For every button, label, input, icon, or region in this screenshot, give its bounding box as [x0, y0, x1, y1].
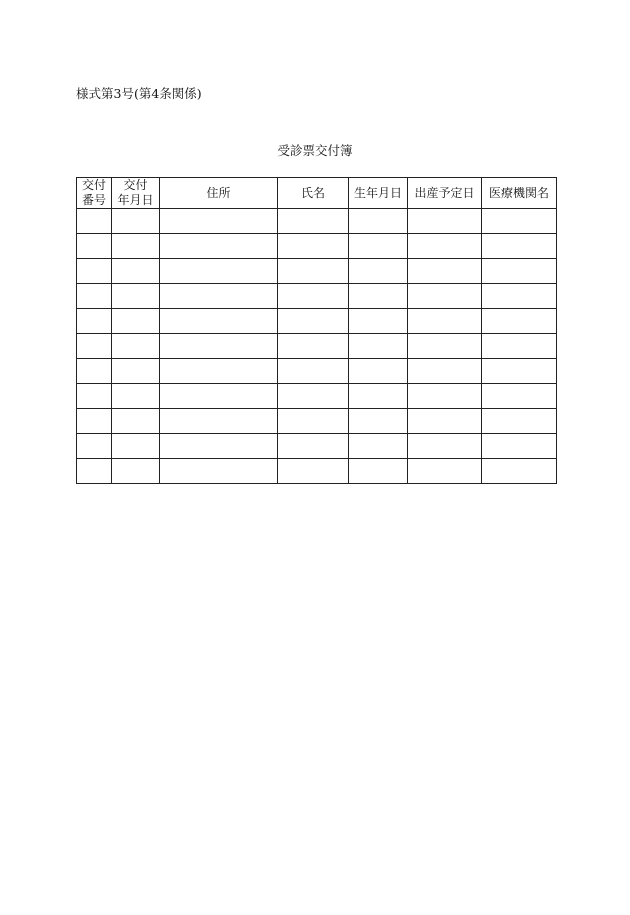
- table-row: [77, 209, 557, 234]
- table-cell-medical-institution: [482, 234, 557, 259]
- header-name-label: 氏名: [300, 185, 325, 200]
- table-cell-issue-date: [112, 309, 160, 334]
- table-cell-due-date: [408, 359, 482, 384]
- table-cell-issue-date: [112, 259, 160, 284]
- table-cell-issue-date: [112, 284, 160, 309]
- table-cell-birth-date: [349, 459, 408, 484]
- table-cell-medical-institution: [482, 334, 557, 359]
- table-cell-issue-number: [77, 434, 112, 459]
- table-cell-name: [278, 334, 349, 359]
- table-cell-medical-institution: [482, 309, 557, 334]
- table-cell-issue-date: [112, 234, 160, 259]
- header-issue-date: [112, 178, 160, 209]
- table-cell-medical-institution: [482, 459, 557, 484]
- table-row: [77, 359, 557, 384]
- table-cell-address: [160, 309, 278, 334]
- table-cell-address: [160, 409, 278, 434]
- table-cell-name: [278, 284, 349, 309]
- header-issue-number-line1: 交付: [81, 178, 106, 192]
- table-cell-medical-institution: [482, 384, 557, 409]
- table-cell-issue-number: [77, 309, 112, 334]
- table-cell-birth-date: [349, 359, 408, 384]
- table-cell-name: [278, 409, 349, 434]
- table-header-row: [77, 178, 557, 209]
- header-address: [160, 178, 278, 209]
- table-cell-name: [278, 259, 349, 284]
- table-cell-name: [278, 434, 349, 459]
- table-cell-name: [278, 234, 349, 259]
- form-number-label: 様式第3号(第4条関係): [76, 86, 202, 101]
- table-cell-name: [278, 209, 349, 234]
- table-cell-birth-date: [349, 309, 408, 334]
- table-row: [77, 259, 557, 284]
- table-cell-issue-number: [77, 459, 112, 484]
- table-cell-issue-date: [112, 434, 160, 459]
- table-cell-birth-date: [349, 409, 408, 434]
- table-cell-issue-number: [77, 234, 112, 259]
- header-due-date: [408, 178, 482, 209]
- table-cell-issue-date: [112, 359, 160, 384]
- table-cell-medical-institution: [482, 284, 557, 309]
- table-cell-issue-date: [112, 209, 160, 234]
- header-name: [278, 178, 349, 209]
- table-cell-due-date: [408, 434, 482, 459]
- issuance-ledger-table: [76, 177, 557, 484]
- header-due-date-label: 出産予定日: [414, 185, 475, 200]
- table-cell-name: [278, 384, 349, 409]
- table-cell-issue-number: [77, 334, 112, 359]
- header-medical-institution: [482, 178, 557, 209]
- table-cell-name: [278, 459, 349, 484]
- table-cell-address: [160, 334, 278, 359]
- table-cell-issue-date: [112, 334, 160, 359]
- table-cell-medical-institution: [482, 259, 557, 284]
- table-cell-address: [160, 384, 278, 409]
- header-birth-date: [349, 178, 408, 209]
- table-cell-medical-institution: [482, 409, 557, 434]
- table-cell-birth-date: [349, 234, 408, 259]
- table-cell-issue-number: [77, 284, 112, 309]
- table-cell-address: [160, 209, 278, 234]
- header-issue-date-line2: 年月日: [117, 193, 154, 207]
- table-cell-due-date: [408, 259, 482, 284]
- table-row: [77, 459, 557, 484]
- table-cell-issue-date: [112, 384, 160, 409]
- table-cell-birth-date: [349, 259, 408, 284]
- table-cell-birth-date: [349, 284, 408, 309]
- table-cell-medical-institution: [482, 434, 557, 459]
- table-cell-birth-date: [349, 434, 408, 459]
- table-cell-birth-date: [349, 384, 408, 409]
- table-cell-name: [278, 309, 349, 334]
- table-row: [77, 434, 557, 459]
- table-cell-due-date: [408, 209, 482, 234]
- table-cell-address: [160, 434, 278, 459]
- table-cell-due-date: [408, 384, 482, 409]
- table-cell-due-date: [408, 409, 482, 434]
- table-row: [77, 384, 557, 409]
- table-cell-medical-institution: [482, 359, 557, 384]
- table-cell-issue-date: [112, 409, 160, 434]
- header-birth-date-label: 生年月日: [353, 185, 402, 200]
- header-issue-date-line1: 交付: [123, 178, 148, 192]
- table-row: [77, 234, 557, 259]
- document-title: 受診票交付簿: [277, 143, 353, 158]
- table-cell-due-date: [408, 459, 482, 484]
- table-cell-birth-date: [349, 334, 408, 359]
- table-cell-issue-number: [77, 384, 112, 409]
- table-cell-issue-number: [77, 259, 112, 284]
- header-medical-institution-label: 医療機関名: [488, 185, 549, 200]
- table-cell-issue-date: [112, 459, 160, 484]
- table-row: [77, 409, 557, 434]
- table-cell-address: [160, 359, 278, 384]
- table-cell-address: [160, 459, 278, 484]
- table-cell-birth-date: [349, 209, 408, 234]
- table-cell-issue-number: [77, 209, 112, 234]
- table-row: [77, 309, 557, 334]
- table-row: [77, 334, 557, 359]
- table-cell-address: [160, 284, 278, 309]
- table-cell-medical-institution: [482, 209, 557, 234]
- table-cell-due-date: [408, 334, 482, 359]
- table-cell-address: [160, 259, 278, 284]
- table-cell-due-date: [408, 234, 482, 259]
- table-row: [77, 284, 557, 309]
- table-cell-issue-number: [77, 409, 112, 434]
- table-cell-due-date: [408, 309, 482, 334]
- table-cell-issue-number: [77, 359, 112, 384]
- table-cell-address: [160, 234, 278, 259]
- table-cell-name: [278, 359, 349, 384]
- table-body: [77, 209, 557, 484]
- header-issue-number-line2: 番号: [81, 193, 106, 207]
- header-issue-number: [77, 178, 112, 209]
- header-address-label: 住所: [206, 185, 231, 200]
- table-cell-due-date: [408, 284, 482, 309]
